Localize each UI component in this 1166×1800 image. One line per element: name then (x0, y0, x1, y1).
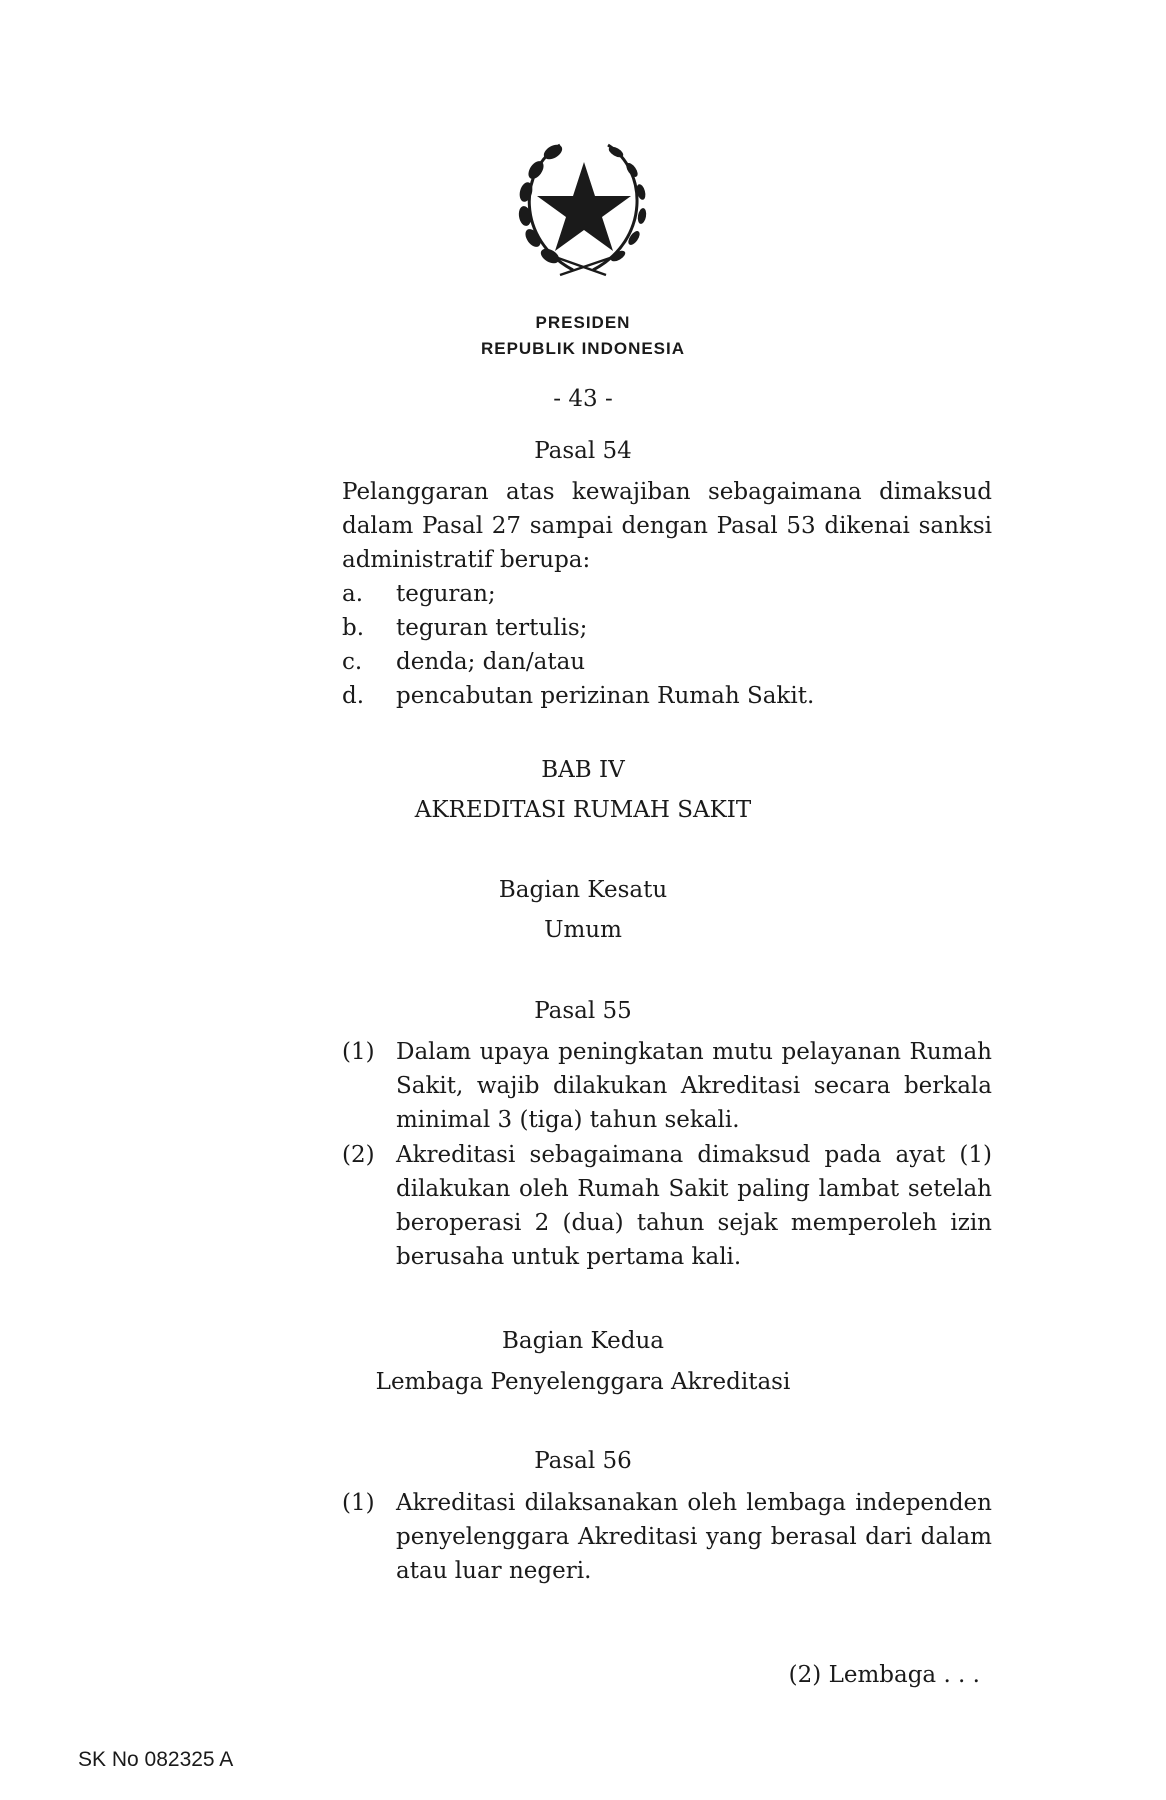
ayat-paragraph (342, 1486, 992, 1588)
ayat-paragraph (342, 1138, 992, 1274)
continuation-marker: (2) Lembaga . . . (788, 1662, 980, 1688)
pasal-54-line: administratif berupa: (342, 547, 591, 573)
ayat-line: berusaha untuk pertama kali. (396, 1244, 742, 1270)
ayat-line: Dalam upaya peningkatan mutu pelayanan Rumah (396, 1039, 992, 1065)
ayat-line: penyelenggara Akreditasi yang berasal dari dalam (396, 1524, 992, 1550)
list-marker: d. (342, 683, 365, 709)
list-item (342, 679, 992, 713)
list-item (342, 645, 992, 679)
list-item (342, 577, 992, 611)
bagian-kedua-title: Lembaga Penyelenggara Akreditasi (375, 1369, 791, 1395)
bagian-kedua-label: Bagian Kedua (502, 1328, 664, 1354)
sk-number: SK No 082325 A (78, 1748, 234, 1771)
bagian-kesatu-label: Bagian Kesatu (498, 877, 668, 903)
bagian-kesatu-title: Umum (544, 917, 622, 943)
bab-number: BAB IV (541, 757, 625, 783)
header-presiden: PRESIDEN (535, 313, 631, 332)
ayat-line: beroperasi 2 (dua) tahun sejak memperoleh izin (396, 1210, 992, 1236)
header-republik-indonesia: REPUBLIK INDONESIA (480, 339, 686, 358)
garuda-star-emblem-icon (498, 130, 668, 290)
ayat-line: minimal 3 (tiga) tahun sekali. (396, 1107, 740, 1133)
list-marker: b. (342, 615, 365, 641)
list-item (342, 611, 992, 645)
ayat-number: (1) (342, 1039, 375, 1065)
ayat-line: dilakukan oleh Rumah Sakit paling lambat setelah (396, 1176, 992, 1202)
pasal-54-line: Pelanggaran atas kewajiban sebagaimana dimaksud (342, 479, 992, 505)
ayat-line: atau luar negeri. (396, 1558, 592, 1584)
list-text: teguran tertulis; (396, 615, 588, 641)
pasal-56-title: Pasal 56 (534, 1448, 632, 1474)
ayat-number: (1) (342, 1490, 375, 1516)
pasal-54-title: Pasal 54 (534, 438, 632, 464)
pasal-54-line: dalam Pasal 27 sampai dengan Pasal 53 dikenai sanksi (342, 513, 992, 539)
ayat-number: (2) (342, 1142, 375, 1168)
list-marker: a. (342, 581, 364, 607)
list-marker: c. (342, 649, 363, 675)
list-text: denda; dan/atau (396, 649, 586, 675)
ayat-line: Akreditasi dilaksanakan oleh lembaga independen (396, 1490, 992, 1516)
ayat-line: Akreditasi sebagaimana dimaksud pada ayat (1) (396, 1142, 992, 1168)
bab-title: AKREDITASI RUMAH SAKIT (414, 797, 752, 823)
ayat-line: Sakit, wajib dilakukan Akreditasi secara berkala (396, 1073, 992, 1099)
pasal-55-title: Pasal 55 (534, 998, 632, 1024)
page-number: - 43 - (553, 386, 613, 412)
list-text: teguran; (396, 581, 496, 607)
list-text: pencabutan perizinan Rumah Sakit. (396, 683, 815, 709)
ayat-paragraph (342, 1035, 992, 1137)
